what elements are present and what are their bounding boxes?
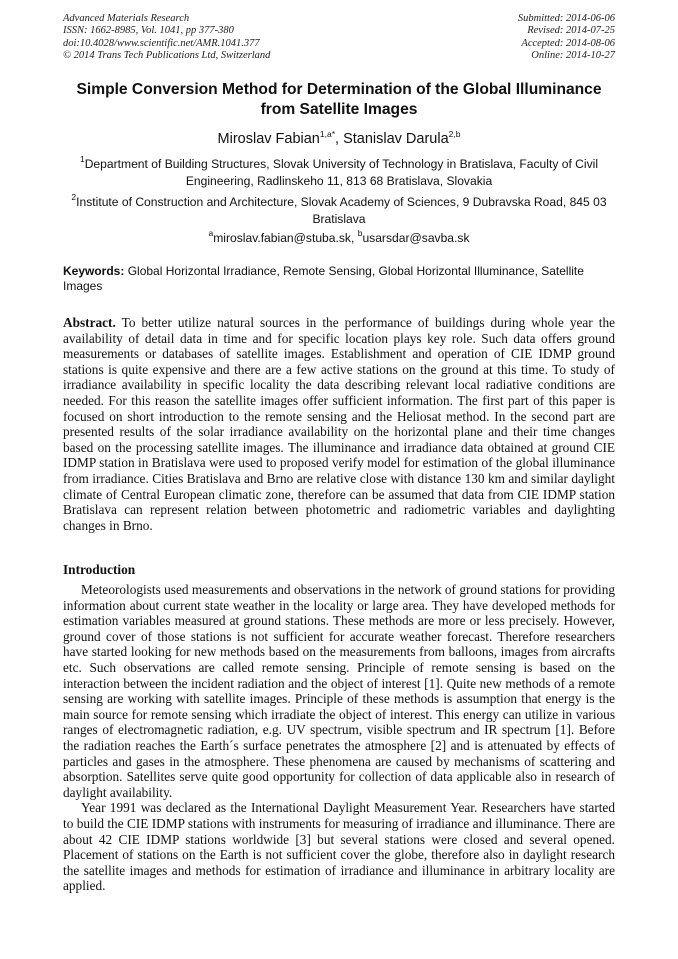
journal-name: Advanced Materials Research	[63, 13, 190, 24]
keywords-label: Keywords:	[63, 264, 125, 278]
author-superscript: 1,a*	[319, 129, 335, 139]
email-address[interactable]: usarsdar@savba.sk	[362, 231, 470, 245]
author-name: Stanislav Darula	[343, 131, 449, 147]
abstract-label: Abstract.	[63, 315, 116, 330]
email-separator: ,	[350, 231, 358, 245]
author-superscript: 2,b	[448, 129, 461, 139]
abstract-text: To better utilize natural sources in the performance of buildings during whole year the availability of detail data in time and for specific location plays key role. Such data offers ground measurements or databases of satellite images. Establishment and operation of CIE IDMP ground stations is quite expensive and there are a few active stations on the ground at this time. To study of irradiance availability in specific locality the data describing relevant local radiative conditions are needed. For this reason the satellite images offer sufficient information. The first part of this paper is focused on short introduction to the remote sensing and the Heliosat method. In the second part are presented results of the solar irradiance availability on the horizontal plane and their time changes based on the processing satellite images. The illuminance and irradiance data obtained at ground CIE IDMP station in Bratislava were used to proposed verify model for estimation of the global illuminance from irradiance. Cities Bratislava and Brno are relative close with distance 130 km and similar daylight climate of Central European climatic zone, therefore can be assumed that data from CIE IDMP station Bratislava can represent relation between photometric and radiometric variables and daylighting changes in Brno.	[63, 315, 615, 533]
paper-title: Simple Conversion Method for Determination of the Global Illuminance from Satellite Images	[76, 81, 602, 118]
issn-line: ISSN: 1662-8985, Vol. 1041, pp 377-380	[63, 25, 234, 37]
copyright-line: © 2014 Trans Tech Publications Ltd, Switzerland	[63, 49, 271, 61]
email-superscript: a	[208, 228, 214, 238]
affiliation-text: Department of Building Structures, Slovak University of Technology in Bratislava, Faculty of Civil Engineering, Radlinskeho 11, 813 68 Bratislava, Slovakia	[84, 157, 599, 188]
keywords	[63, 264, 615, 295]
accepted-date: Accepted: 2014-08-06	[521, 37, 615, 49]
affiliation-1	[63, 156, 615, 189]
doi-line: doi:10.4028/www.scientific.net/AMR.1041.377	[63, 37, 260, 49]
introduction-body	[63, 582, 615, 894]
abstract	[63, 315, 615, 533]
affiliation-text: Institute of Construction and Architecture, Slovak Academy of Sciences, 9 Dubravska Road, 845 03 Bratislava	[76, 195, 607, 226]
email-superscript: b	[357, 228, 363, 238]
author-list	[60, 130, 618, 148]
journal-info	[63, 13, 270, 62]
revised-date: Revised: 2014-07-25	[527, 25, 615, 37]
affiliation-number: 2	[71, 192, 77, 202]
paragraph: Meteorologists used measurements and observations in the network of ground stations for providing information about current state weather in the locality or large area. They have developed methods for estimation variables measured at ground stations. These methods are more or less precisely. However, ground cover of those stations is not sufficient for accurate weather forecast. Therefore researchers have started looking for new methods based on the measurements from balloons, images from aircrafts etc. Such observations are called remote sensing. Principle of remote sensing is based on the interaction between the incident radiation and the object of interest [1]. Quite new methods of a remote sensing are working with satellite images. Principle of these methods is assumption that energy is the main source for remote sensing which irradiate the object of interest. This energy can utilize in various ranges of electromagnetic radiation, e.g. UV spectrum, visible spectrum and IR spectrum [1]. Before the radiation reaches the Earth´s surface penetrates the atmosphere [2] and is attenuated by effects of particles and gases in the atmosphere. These phenomena are caused by mechanisms of scattering and absorption. Satellites serve quite good opportunity for collection of data applicable also in research of daylight availability.	[63, 582, 615, 800]
affiliation-number: 1	[79, 154, 85, 164]
author-emails	[63, 230, 615, 246]
author-separator: ,	[335, 131, 344, 147]
online-date: Online: 2014-10-27	[531, 49, 615, 61]
keywords-text: Global Horizontal Irradiance, Remote Sensing, Global Horizontal Illuminance, Satellite Images	[63, 264, 584, 294]
paragraph: Year 1991 was declared as the International Daylight Measurement Year. Researchers have started to build the CIE IDMP stations with instruments for measuring of irradiance and illuminance. There are about 42 CIE IDMP stations worldwide [3] but several stations were closed and several opened. Placement of stations on the Earth is not sufficient cover the globe, therefore also in daylight research the satellite images and methods for estimation of irradiance and illuminance in arbitrary locality are applied.	[63, 800, 615, 894]
submission-dates	[518, 13, 615, 62]
email-address[interactable]: miroslav.fabian@stuba.sk	[213, 231, 351, 245]
section-heading-introduction: Introduction	[63, 562, 136, 577]
author-name: Miroslav Fabian	[217, 131, 320, 147]
affiliation-2	[63, 194, 615, 227]
submitted-date: Submitted: 2014-06-06	[517, 13, 615, 24]
